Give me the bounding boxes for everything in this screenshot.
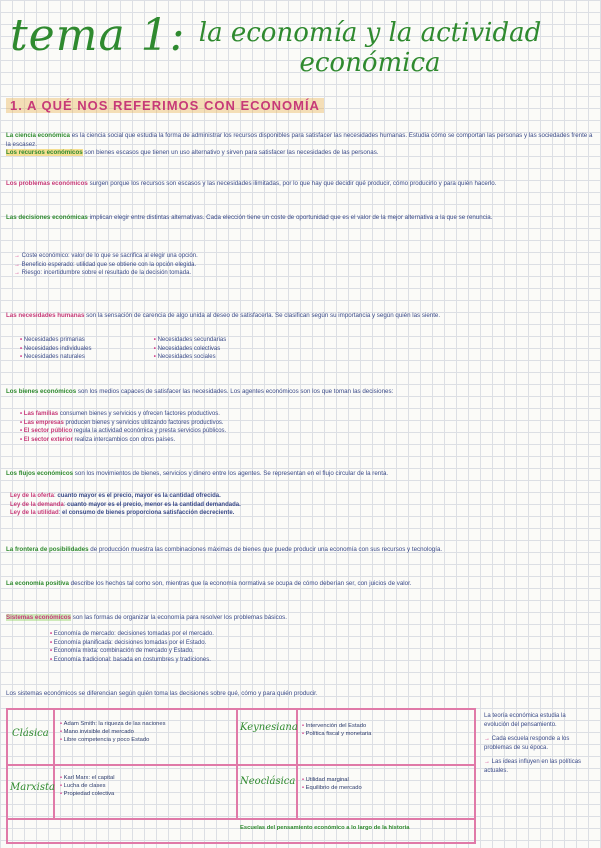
- list-item: Ley de la demanda: cuanto mayor es el precio, menor es la cantidad demandada.: [10, 501, 241, 508]
- text: son las formas de organizar la economía para resolver los problemas básicos.: [72, 614, 287, 621]
- cell-body: • Intervención del Estado • Política fiscal y monetaria: [302, 723, 372, 737]
- keyword: La ciencia económica: [6, 132, 70, 139]
- systems-list: [50, 630, 580, 664]
- schools-table: [6, 708, 476, 844]
- paragraph-2: [6, 180, 594, 189]
- paragraph-7: [6, 546, 594, 555]
- keyword: La economía positiva: [6, 580, 69, 587]
- list-item: • Necesidades primarias • Necesidades secundarias: [20, 337, 227, 343]
- cell-head: Marxista: [10, 782, 55, 793]
- keyword: Sistemas económicos: [6, 614, 71, 621]
- keyword: La frontera de posibilidades: [6, 546, 89, 553]
- text: implican elegir entre distintas alternativas. Cada elección tiene un coste de oportunidad que es el valor de la mejor alternativa a la que se renuncia.: [89, 214, 493, 221]
- paragraph-6: [6, 470, 594, 479]
- keyword: Los bienes económicos: [6, 388, 77, 395]
- cell-body: • Karl Marx: el capital • Lucha de clases • Propiedad colectiva: [60, 775, 115, 797]
- list-item: • El sector exterior realiza intercambios con otros países.: [20, 436, 176, 443]
- text: Los sistemas económicos se diferencian según quién toma las decisiones sobre qué, cómo y para quién producir.: [6, 690, 318, 697]
- list-item: • Necesidades naturales • Necesidades sociales: [20, 354, 216, 360]
- text: surgen porque los recursos son escasos y las necesidades ilimitadas, por lo que hay que decidir qué producir, cómo producirlo y para quién hacerlo.: [89, 180, 497, 187]
- cell-head: Neoclásica: [240, 776, 296, 787]
- section-heading: 1. A QUÉ NOS REFERIMOS CON ECONOMÍA: [6, 98, 324, 113]
- list-item: Ley de la oferta: cuanto mayor es el precio, mayor es la cantidad ofrecida.: [10, 493, 221, 499]
- side-note: La teoría económica estudia la evolución del pensamiento. → Cada escuela responde a los problemas de su época. → Las ideas influyen en las políticas actuales.: [484, 712, 592, 776]
- keyword: Los flujos económicos: [6, 470, 74, 477]
- title-main: tema 1:: [10, 10, 186, 61]
- text: de producción muestra las combinaciones máximas de bienes que puede producir una economía con sus recursos y tecnología.: [90, 546, 443, 553]
- side-text: Cada escuela responde a los problemas de su época.: [484, 736, 570, 751]
- list-item: • Las empresas producen bienes y servicios utilizando factores productivos.: [20, 419, 224, 426]
- list-item: → Beneficio esperado: utilidad que se obtiene con la opción elegida.: [14, 261, 197, 268]
- list-item: • Necesidades individuales • Necesidades colectivas: [20, 345, 221, 352]
- text: son la sensación de carencia de algo unida al deseo de satisfacerla. Se clasifican según su importancia y según quién las siente.: [86, 312, 441, 319]
- paragraph-10: [6, 690, 594, 699]
- title-rest: la economía y la actividad económica: [198, 18, 542, 78]
- keyword: Los problemas económicos: [6, 180, 88, 187]
- list-item: • Economía de mercado: decisiones tomadas por el mercado.: [50, 631, 214, 637]
- cell-body: • Adam Smith: la riqueza de las naciones • Mano invisible del mercado • Libre competencia y poco Estado: [60, 721, 166, 743]
- cell-body: • Utilidad marginal • Equilibrio de mercado: [302, 777, 362, 791]
- paragraph-5: [6, 388, 594, 397]
- paragraph-1: [6, 132, 594, 158]
- paragraph-9: [6, 614, 594, 623]
- keyword: Las necesidades humanas: [6, 312, 85, 319]
- cell-head: Keynesiana: [240, 722, 298, 733]
- side-text: La teoría económica estudia la evolución del pensamiento.: [484, 713, 566, 728]
- list-item: • El sector público regula la actividad económica y presta servicios públicos.: [20, 428, 227, 434]
- list-item: → Riesgo: incertidumbre sobre el resultado de la decisión tomada.: [14, 270, 192, 276]
- paragraph-8: [6, 580, 594, 589]
- table-footer: Escuelas del pensamiento económico a lo largo de la historia: [240, 825, 410, 831]
- text: describe los hechos tal como son, mientras que la economía normativa se ocupa de cómo deberían ser, con juicios de valor.: [70, 580, 412, 587]
- text: son los movimientos de bienes, servicios y dinero entre los agentes. Se representan en el flujo circular de la renta.: [74, 470, 389, 477]
- list-item: → Coste económico: valor de lo que se sacrifica al elegir una opción.: [14, 253, 198, 259]
- bullet-list-3: [14, 252, 574, 278]
- list-item: Ley de la utilidad: el consumo de bienes proporciona satisfacción decreciente.: [10, 510, 235, 516]
- cell-head: Clásica: [12, 728, 49, 739]
- agents-list: [20, 410, 580, 444]
- text: es la ciencia social que estudia la forma de administrar los recursos disponibles para satisfacer las necesidades humanas. Estudia cómo se comportan las personas y las sociedades frente a la escasez.: [6, 132, 593, 148]
- list-item: • Economía tradicional: basada en costumbres y tradiciones.: [50, 656, 211, 663]
- keyword: Las decisiones económicas: [6, 214, 88, 221]
- list-item: • Economía mixta: combinación de mercado y Estado.: [50, 648, 194, 654]
- paragraph-3: [6, 214, 594, 223]
- side-text: Las ideas influyen en las políticas actuales.: [484, 759, 582, 774]
- text: son bienes escasos que tienen un uso alternativo y sirven para satisfacer las necesidades de las personas.: [84, 149, 379, 157]
- paragraph-4: [6, 312, 594, 321]
- laws-list: [10, 492, 580, 518]
- list-item: • Economía planificada: decisiones tomadas por el Estado.: [50, 639, 207, 646]
- list-item: • Las familias consumen bienes y servicios y ofrecen factores productivos.: [20, 411, 220, 417]
- needs-list: [20, 336, 580, 362]
- keyword: Los recursos económicos: [6, 149, 83, 157]
- text: son los medios capaces de satisfacer las necesidades. Los agentes económicos son los que toman las decisiones:: [77, 388, 394, 395]
